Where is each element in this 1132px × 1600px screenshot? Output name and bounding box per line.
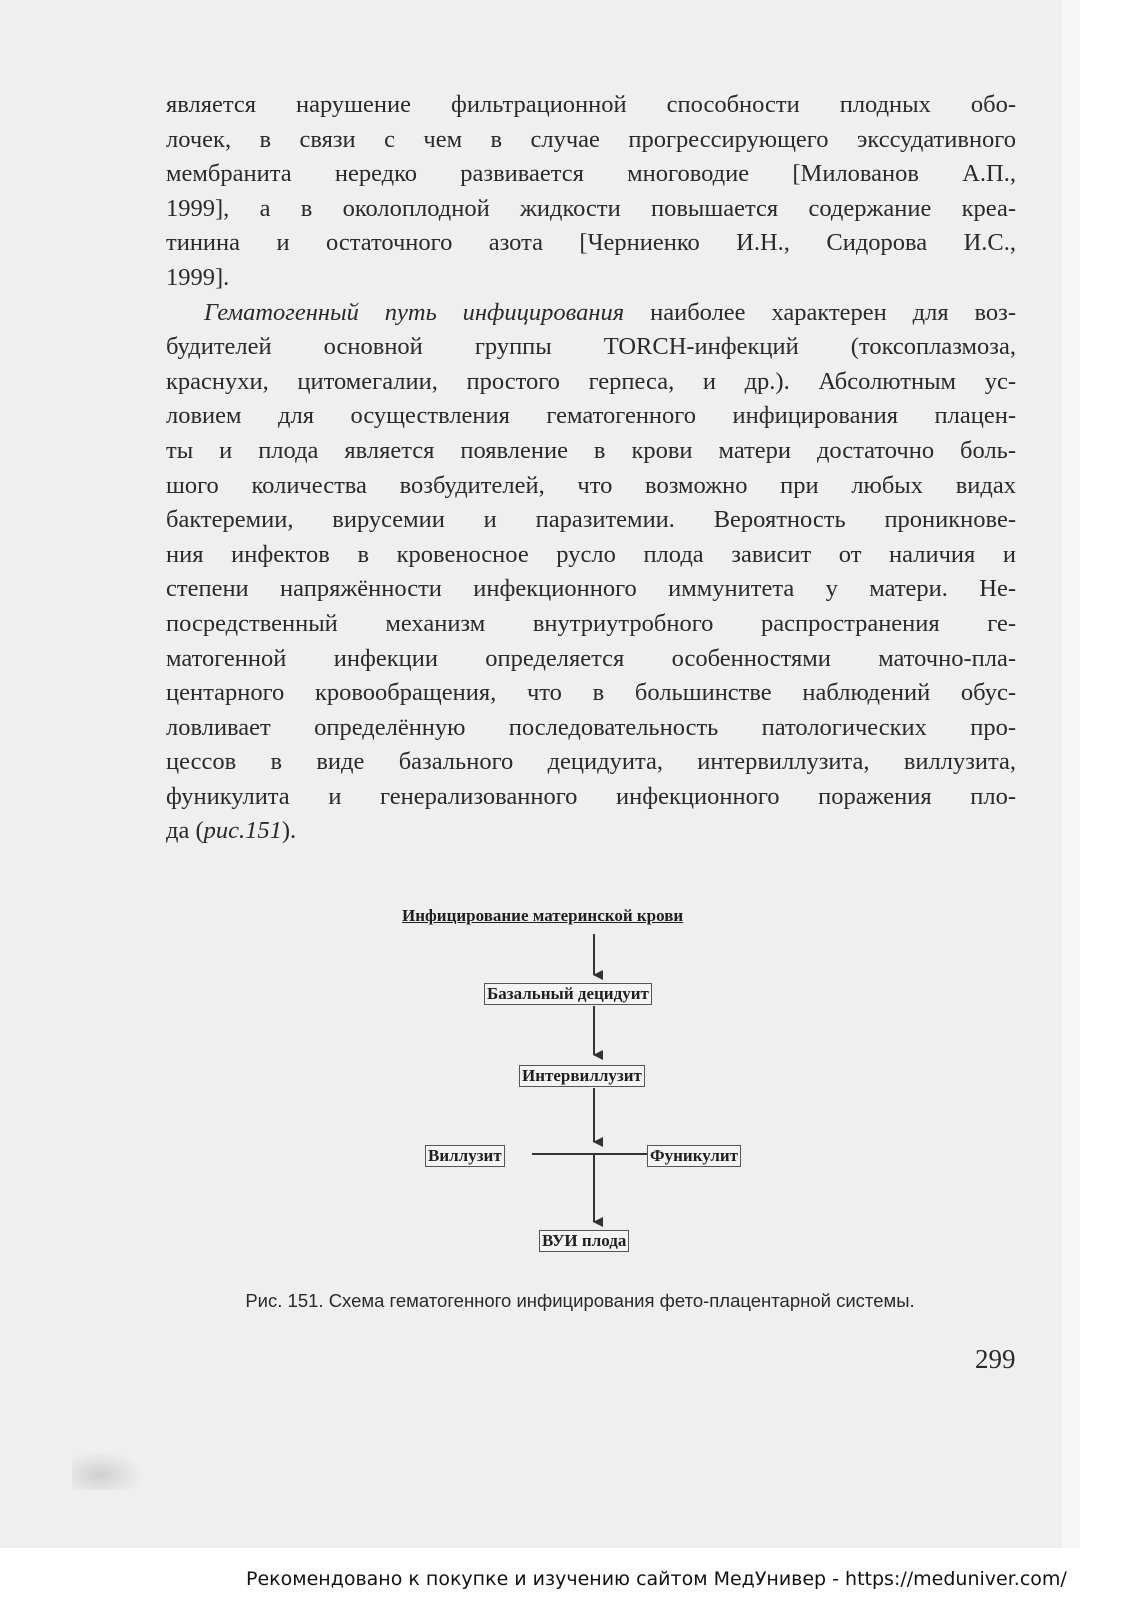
paragraph-first-line	[166, 296, 1016, 331]
text-line: краснухи, цитомегалии, простого герпеса, и др.). Абсолютным ус-	[166, 367, 1016, 395]
text-line: является нарушение фильтрационной способности плодных обо-	[166, 91, 1016, 118]
text-line	[166, 814, 1016, 849]
text-line: фуникулита и генерализованного инфекционного поражения пло-	[166, 782, 1016, 810]
scan-edge	[1062, 0, 1080, 1548]
text-line: тинина и остаточного азота [Черниенко И.Н., Сидорова И.С.,	[166, 229, 1016, 257]
text-fragment: да (	[166, 817, 204, 845]
text-line: ловием для осуществления гематогенного инфицирования плацен-	[166, 402, 1016, 430]
text-line: ты и плода является появление в крови матери достаточно боль-	[166, 436, 1016, 464]
text-line: шого количества возбудителей, что возможно при любых видах	[166, 471, 1016, 499]
node-maternal-blood: Инфицирование материнской крови	[402, 906, 684, 925]
text-line: ния инфектов в кровеносное русло плода зависит от наличия и	[166, 540, 1016, 568]
text-line: посредственный механизм внутриутробного распространения ге-	[166, 609, 1016, 637]
text-line: степени напряжённости инфекционного иммунитета у матери. Не-	[166, 575, 1016, 603]
text-line: лочек, в связи с чем в случае прогрессирующего экссудативного	[166, 125, 1016, 153]
figure-reference: рис.151	[203, 817, 282, 845]
italic-term: Гематогенный путь инфицирования	[204, 298, 625, 326]
text-line: 1999].	[166, 263, 230, 291]
body-text	[166, 88, 1016, 849]
text-line: ловливает определённую последовательность патологических про-	[166, 713, 1016, 741]
node-villitis: Виллузит	[425, 1145, 505, 1167]
text-line: центарного кровообращения, что в большинстве наблюдений обус-	[166, 679, 1016, 707]
text-line: будителей основной группы TORCH-инфекций (токсоплазмоза,	[166, 333, 1016, 361]
text-line: матогенной инфекции определяется особенностями маточно-пла-	[166, 644, 1016, 672]
node-funiculitis: Фуникулит	[647, 1145, 741, 1167]
text-fragment: наиболее характерен для воз-	[624, 298, 1016, 326]
text-line: цессов в виде базального децидуита, интервиллузита, виллузита,	[166, 748, 1016, 776]
scan-smudge	[72, 1452, 142, 1490]
figure-caption: Рис. 151. Схема гематогенного инфицирования фето-плацентарной системы.	[245, 1290, 915, 1311]
footer-note: Рекомендовано к покупке и изучению сайтом МедУнивер - https://meduniver.com/	[246, 1568, 1067, 1590]
text-line: бактеремии, вирусемии и паразитемии. Вероятность проникнове-	[166, 506, 1016, 534]
text-fragment: ).	[281, 817, 297, 845]
node-intervillositis: Интервиллузит	[519, 1065, 645, 1087]
node-fetal-iui: ВУИ плода	[539, 1230, 629, 1252]
page-number: 299	[975, 1344, 1016, 1374]
node-basal-deciduitis: Базальный децидуит	[484, 983, 652, 1005]
text-line: 1999], а в околоплодной жидкости повышается содержание креа-	[166, 194, 1016, 222]
text-line: мембранита нередко развивается многоводие [Милованов А.П.,	[166, 160, 1016, 188]
